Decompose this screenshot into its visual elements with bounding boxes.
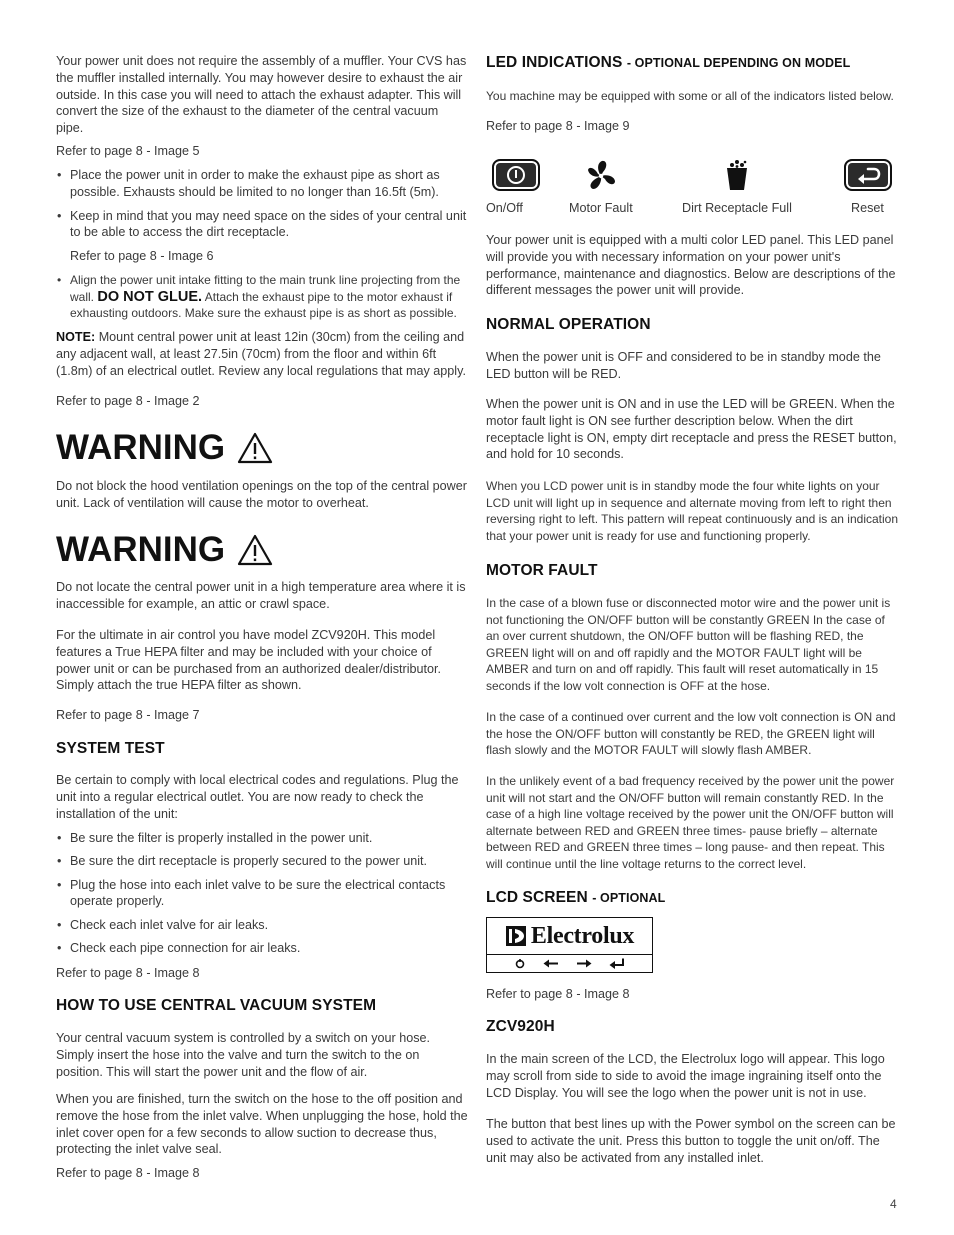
warning-heading-2	[56, 530, 273, 570]
list-item: • Plug the hose into each inlet valve to be sure the electrical contacts operate properly.	[56, 877, 468, 911]
led-title: LED INDICATIONS	[486, 54, 623, 71]
list-item: • Keep in mind that you may need space on the sides of your central unit to be able to access the dirt receptacle.	[56, 208, 468, 242]
list-item: • Be sure the dirt receptacle is properly secured to the power unit.	[56, 853, 468, 870]
ref-image-7: Refer to page 8 - Image 7	[56, 708, 200, 722]
how-to-paragraph-2: When you are finished, turn the switch on the hose to the off position and remove the hose from the inlet valve. When unplugging the hose, hold the inlet cover open for a few seconds to allow suction to decrease thus, protecting the inlet valve seal.	[56, 1092, 468, 1157]
note-label: NOTE:	[56, 330, 96, 344]
led-label-row	[486, 201, 898, 219]
home-icon	[514, 958, 526, 969]
led-title-optional: - OPTIONAL DEPENDING ON MODEL	[626, 56, 851, 70]
list-item: • Check each pipe connection for air leaks.	[56, 940, 468, 957]
on-off-led	[492, 159, 540, 191]
zcv-paragraph-2: The button that best lines up with the Power symbol on the screen can be used to activate the unit. Press this button to toggle the unit on/off. The unit may also be activated from any installed inlet.	[486, 1117, 896, 1165]
electrolux-logo-icon	[505, 925, 527, 947]
note-text: Mount central power unit at least 12in (30cm) from the ceiling and any adjacent wall, at least 27.5in (70cm) from the floor and within 6ft (1.8m) of an electrical outlet. Review any local regulations that may apply.	[56, 330, 466, 378]
ref-image-2: Refer to page 8 - Image 2	[56, 394, 200, 408]
list-item: • Check each inlet valve for air leaks.	[56, 917, 468, 934]
lcd-button-row	[487, 955, 652, 972]
lcd-brand: Electrolux	[530, 922, 635, 949]
motor-paragraph-1: In the case of a blown fuse or disconnected motor wire and the power unit is not functioning the ON/OFF button will be constantly GREEN In the case of an over current shutdown, the ON/OFF button will be flashing RED, the GREEN light will on and off rapidly and the MOTOR FAULT light will be AMBER and turn on and off rapidly. This fault will reset automatically in 15 seconds if the low volt connection is OFF at the hose.	[486, 596, 891, 693]
label-dirt-receptacle: Dirt Receptacle Full	[682, 201, 792, 215]
arrow-right-icon	[576, 959, 592, 968]
page-number: 4	[890, 1197, 897, 1211]
led-panel-paragraph: Your power unit is equipped with a multi color LED panel. This LED panel will provide you with necessary information on your power unit's performance, maintenance and diagnostics. Below are descriptions of the different messages the power unit will provide.	[486, 233, 896, 298]
list-item: • Be sure the filter is properly installed in the power unit.	[56, 830, 468, 847]
led-intro: You machine may be equipped with some or all of the indicators listed below.	[486, 89, 894, 103]
ref-image-8-b: Refer to page 8 - Image 8	[56, 1166, 200, 1180]
arrow-left-icon	[543, 959, 559, 968]
warning-1-text: Do not block the hood ventilation openings on the top of the central power unit. Lack of ventilation will cause the motor to overheat.	[56, 479, 467, 510]
align-text: Align the power unit intake fitting to the main trunk line projecting from the wall.	[70, 273, 461, 304]
how-to-paragraph-1: Your central vacuum system is controlled by a switch on your hose. Simply insert the hose into the valve and turn the switch to the on position. This will start the power unit and the flow of air.	[56, 1031, 431, 1079]
normal-operation-heading: NORMAL OPERATION	[486, 316, 651, 333]
note-paragraph	[56, 329, 468, 379]
muffler-paragraph: Your power unit does not require the assembly of a muffler. Your CVS has the muffler installed internally. You may however desire to exhaust the air outside. In this case you will need to attach the exhaust adapter. This will convert the size of the exhaust to the diameter of the central vacuum pipe.	[56, 54, 467, 136]
do-not-glue: DO NOT GLUE.	[97, 288, 203, 305]
ref-image-9: Refer to page 8 - Image 9	[486, 119, 630, 133]
motor-paragraph-2: In the case of a continued over current and the low volt connection is ON and the hose the ON/OFF button will constantly be RED, the GREEN light will flash slowly and the MOTOR FAULT will slowly flash AMBER.	[486, 710, 896, 757]
led-indications-heading	[486, 54, 850, 72]
label-on-off: On/Off	[486, 201, 523, 215]
lcd-display	[486, 917, 653, 973]
warning-2-text: Do not locate the central power unit in a high temperature area where it is inaccessible for example, an attic or crawl space.	[56, 580, 466, 611]
align-bullets	[56, 272, 470, 322]
label-reset: Reset	[851, 201, 884, 215]
exhaust-bullets	[56, 167, 468, 241]
system-test-bullets	[56, 830, 468, 957]
reset-arrow-icon	[854, 165, 882, 185]
ref-image-5: Refer to page 8 - Image 5	[56, 144, 200, 158]
normal-paragraph-2: When the power unit is ON and in use the LED will be GREEN. When the motor fault light is ON see further description below. When the dirt receptacle light is ON, empty dirt receptacle and press the RESET button, and hold for 10 seconds.	[486, 397, 897, 462]
warning-title: WARNING	[56, 530, 226, 569]
warning-heading-1	[56, 428, 273, 468]
dirt-bag-icon	[724, 159, 750, 191]
label-motor-fault: Motor Fault	[569, 201, 633, 215]
lcd-screen-heading	[486, 889, 665, 907]
lcd-logo-area	[487, 918, 652, 955]
warning-triangle-icon	[237, 432, 273, 464]
system-test-heading: SYSTEM TEST	[56, 740, 165, 757]
lcd-title-optional: - OPTIONAL	[592, 891, 666, 905]
zcv-paragraph-1: In the main screen of the LCD, the Electrolux logo will appear. This logo may scroll from side to side to avoid the image ingraining itself onto the LCD Display. You will see the logo when the power unit is not in use.	[486, 1052, 885, 1100]
motor-fault-heading: MOTOR FAULT	[486, 562, 598, 579]
enter-arrow-icon	[609, 958, 625, 969]
lcd-title: LCD SCREEN	[486, 889, 588, 906]
reset-led	[844, 159, 892, 191]
power-icon	[505, 164, 527, 186]
ref-image-8: Refer to page 8 - Image 8	[56, 966, 200, 980]
ref-image-6: Refer to page 8 - Image 6	[70, 249, 214, 263]
warning-title: WARNING	[56, 428, 226, 467]
how-to-use-heading: HOW TO USE CENTRAL VACUUM SYSTEM	[56, 997, 377, 1014]
system-test-paragraph: Be certain to comply with local electrical codes and regulations. Plug the unit into a regular electrical outlet. You are now ready to check the installation of the unit:	[56, 773, 459, 821]
warning-triangle-icon	[237, 534, 273, 566]
hepa-paragraph: For the ultimate in air control you have model ZCV920H. This model features a True HEPA filter and may be included with your choice of power unit or can be purchased from an authorized dealer/distributor. Simply attach the true HEPA filter as shown.	[56, 628, 442, 693]
list-item: • Place the power unit in order to make the exhaust pipe as short as possible. Exhausts should be limited to no longer than 16.5ft (5m).	[56, 167, 468, 201]
zcv920h-heading: ZCV920H	[486, 1018, 555, 1035]
normal-paragraph-3: When you LCD power unit is in standby mode the four white lights on your LCD unit will light up in sequence and alternate moving from left to right then reversing right to left. This pattern will repeat continuously and is an indication that your power unit is ready for use and functioning properly.	[486, 479, 899, 543]
attach-text: Attach the exhaust pipe to the motor exhaust if exhausting outdoors. Make sure the exhaust pipe is as short as possible.	[70, 289, 457, 320]
ref-image-8-lcd: Refer to page 8 - Image 8	[486, 987, 630, 1001]
normal-paragraph-1: When the power unit is OFF and considered to be in standby mode the LED button will be RED.	[486, 350, 881, 381]
fan-icon	[583, 158, 619, 194]
led-icon-row	[486, 158, 898, 198]
list-item	[56, 272, 470, 322]
motor-paragraph-3: In the unlikely event of a bad frequency received by the power unit the power unit will not start and the ON/OFF button will remain constantly RED. In the case of a high line voltage received by the power unit the ON/OFF button will alternate between RED and GREEN three times- pause briefly – alternate between RED and GREEN three times – long pause- and then repeat. This will continue until the line voltage returns to the correct level.	[486, 774, 895, 871]
